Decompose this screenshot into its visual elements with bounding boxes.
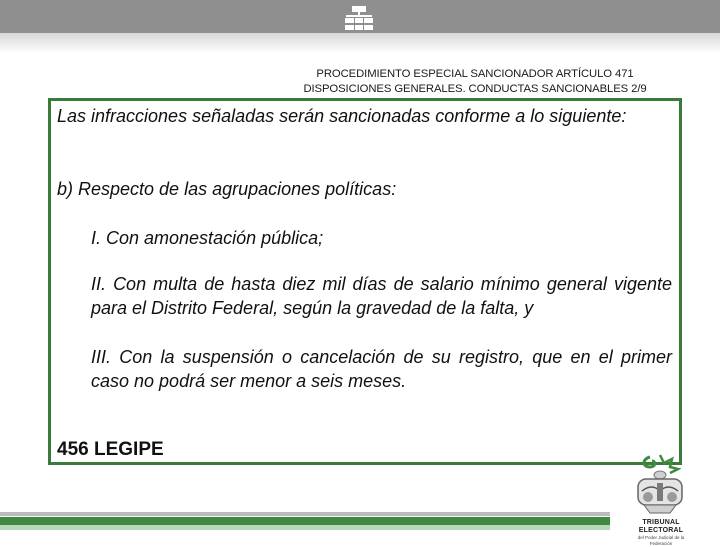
list-item-1: I. Con amonestación pública;	[91, 228, 324, 248]
org-chart-icon	[340, 4, 378, 32]
bottom-band-gray	[0, 512, 610, 516]
subsection-heading: b) Respecto de las agrupaciones políticas:	[57, 179, 397, 199]
tribunal-electoral-logo	[630, 453, 690, 517]
tribunal-emblem-label	[627, 519, 695, 547]
bottom-band-light-green	[0, 525, 610, 530]
legal-reference: 456 LEGIPE	[57, 439, 164, 460]
slide-heading	[230, 67, 720, 97]
bottom-bands	[0, 512, 610, 528]
heading-line-2: DISPOSICIONES GENERALES. CONDUCTAS SANCIONABLES 2/9	[303, 83, 647, 95]
intro-paragraph: Las infracciones señaladas serán sancionadas conforme a lo siguiente:	[57, 106, 627, 126]
emblem-name: TRIBUNAL ELECTORAL	[638, 519, 684, 534]
list-item-2: II. Con multa de hasta diez mil días de salario mínimo general vigente para el Distrito Federal, según la gravedad de la falta, y	[91, 274, 672, 318]
emblem-subtitle: del Poder Judicial de la Federación	[637, 535, 685, 546]
bottom-band-green	[0, 517, 610, 525]
list-item-3: III. Con la suspensión o cancelación de su registro, que en el primer caso no podrá ser menor a seis meses.	[91, 347, 672, 391]
top-band-fade	[0, 33, 720, 53]
heading-line-1: PROCEDIMIENTO ESPECIAL SANCIONADOR ARTÍCULO 471	[316, 68, 634, 80]
